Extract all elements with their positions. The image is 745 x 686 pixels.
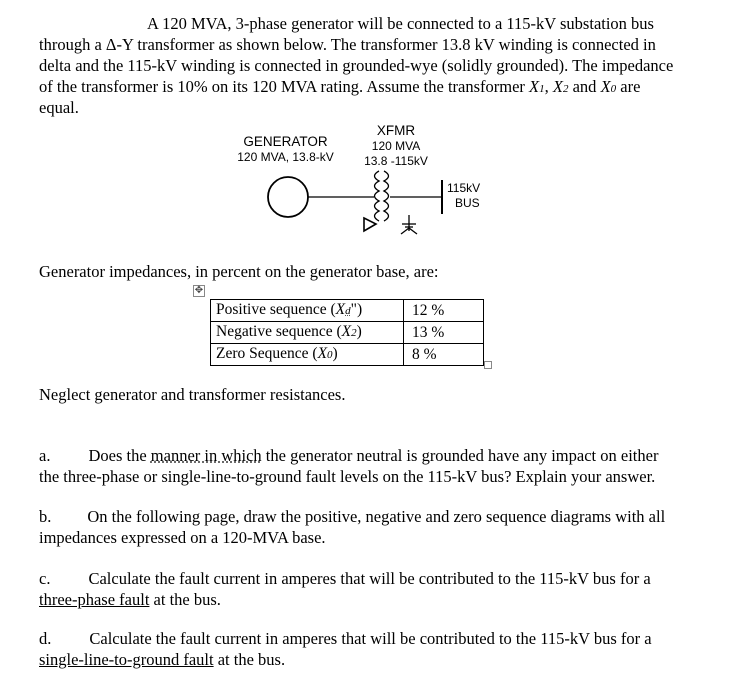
generator-symbol bbox=[268, 177, 308, 217]
question-c-letter: c. bbox=[39, 569, 51, 588]
impedance-table bbox=[210, 299, 484, 366]
positive-seq-label: Positive sequence (Xd") bbox=[211, 300, 404, 322]
question-b-line-1: b. On the following page, draw the positive, negative and zero sequence diagrams with all bbox=[39, 507, 666, 526]
question-d-line-2: single-line-to-ground fault at the bus. bbox=[39, 650, 286, 669]
table-row bbox=[211, 344, 484, 366]
xfmr-primary-coil bbox=[375, 171, 380, 221]
generator-title: GENERATOR bbox=[243, 134, 328, 149]
question-c-line-2: three-phase fault at the bus. bbox=[39, 590, 221, 609]
question-a-line-2: the three-phase or single-line-to-ground fault levels on the 115-kV bus? Explain your answer. bbox=[39, 467, 656, 486]
question-a-line-1: a. Does the manner in which the generator neutral is grounded have any impact on either bbox=[39, 446, 659, 465]
bus-name: BUS bbox=[455, 196, 480, 210]
zero-seq-value: 8 % bbox=[404, 344, 484, 366]
xfmr-rating: 120 MVA bbox=[371, 139, 421, 153]
question-b-letter: b. bbox=[39, 507, 52, 526]
negative-seq-value: 13 % bbox=[404, 322, 484, 344]
xfmr-voltage: 13.8 -115kV bbox=[364, 154, 428, 168]
x1-symbol: X1 bbox=[529, 77, 545, 96]
xfmr-secondary-coil bbox=[384, 171, 389, 221]
intro-line-1: A 120 MVA, 3-phase generator will be connected to a 115-kV substation bus bbox=[147, 14, 654, 33]
one-line-diagram bbox=[0, 0, 745, 300]
grammar-flag: manner in which bbox=[150, 446, 262, 465]
zero-seq-label: Zero Sequence (X0) bbox=[211, 344, 404, 366]
table-resize-handle[interactable] bbox=[484, 361, 492, 369]
question-d-line-1: d. Calculate the fault current in amperes that will be contributed to the 115-kV bus for a bbox=[39, 629, 652, 648]
wye-arm-left bbox=[401, 228, 409, 234]
intro-line-4-text: of the transformer is 10% on its 120 MVA rating. Assume the transformer bbox=[39, 77, 530, 96]
bus-voltage: 115kV bbox=[447, 181, 481, 195]
three-phase-fault-text: three-phase fault bbox=[39, 590, 150, 609]
table-move-handle[interactable]: ✥ bbox=[194, 285, 204, 296]
generator-rating: 120 MVA, 13.8-kV bbox=[237, 150, 334, 164]
negative-seq-label: Negative sequence (X2) bbox=[211, 322, 404, 344]
question-a-letter: a. bbox=[39, 446, 51, 465]
delta-symbol bbox=[364, 218, 376, 231]
table-row bbox=[211, 322, 484, 344]
question-b-line-2: impedances expressed on a 120-MVA base. bbox=[39, 528, 326, 547]
question-d-letter: d. bbox=[39, 629, 52, 648]
question-c-line-1: c. Calculate the fault current in amperes that will be contributed to the 115-kV bus for a bbox=[39, 569, 651, 588]
positive-seq-value: 12 % bbox=[404, 300, 484, 322]
x0-symbol: X0 bbox=[600, 77, 617, 96]
slg-fault-text: single-line-to-ground fault bbox=[39, 650, 214, 669]
intro-line-3: delta and the 115-kV winding is connected in grounded-wye (solidly grounded). The impedance bbox=[39, 56, 674, 75]
intro-line-4: of the transformer is 10% on its 120 MVA rating. Assume the transformer X1, X2 and X0 are bbox=[39, 77, 641, 96]
neglect-note: Neglect generator and transformer resistances. bbox=[39, 385, 346, 404]
table-row bbox=[211, 300, 484, 322]
x2-symbol: X2 bbox=[552, 77, 569, 96]
intro-line-5: equal. bbox=[39, 98, 79, 117]
xfmr-title: XFMR bbox=[376, 123, 416, 138]
wye-arm-right bbox=[409, 228, 417, 234]
impedances-heading: Generator impedances, in percent on the generator base, are: bbox=[39, 262, 439, 281]
intro-line-2: through a Δ-Y transformer as shown below. The transformer 13.8 kV winding is connected in bbox=[39, 35, 656, 54]
